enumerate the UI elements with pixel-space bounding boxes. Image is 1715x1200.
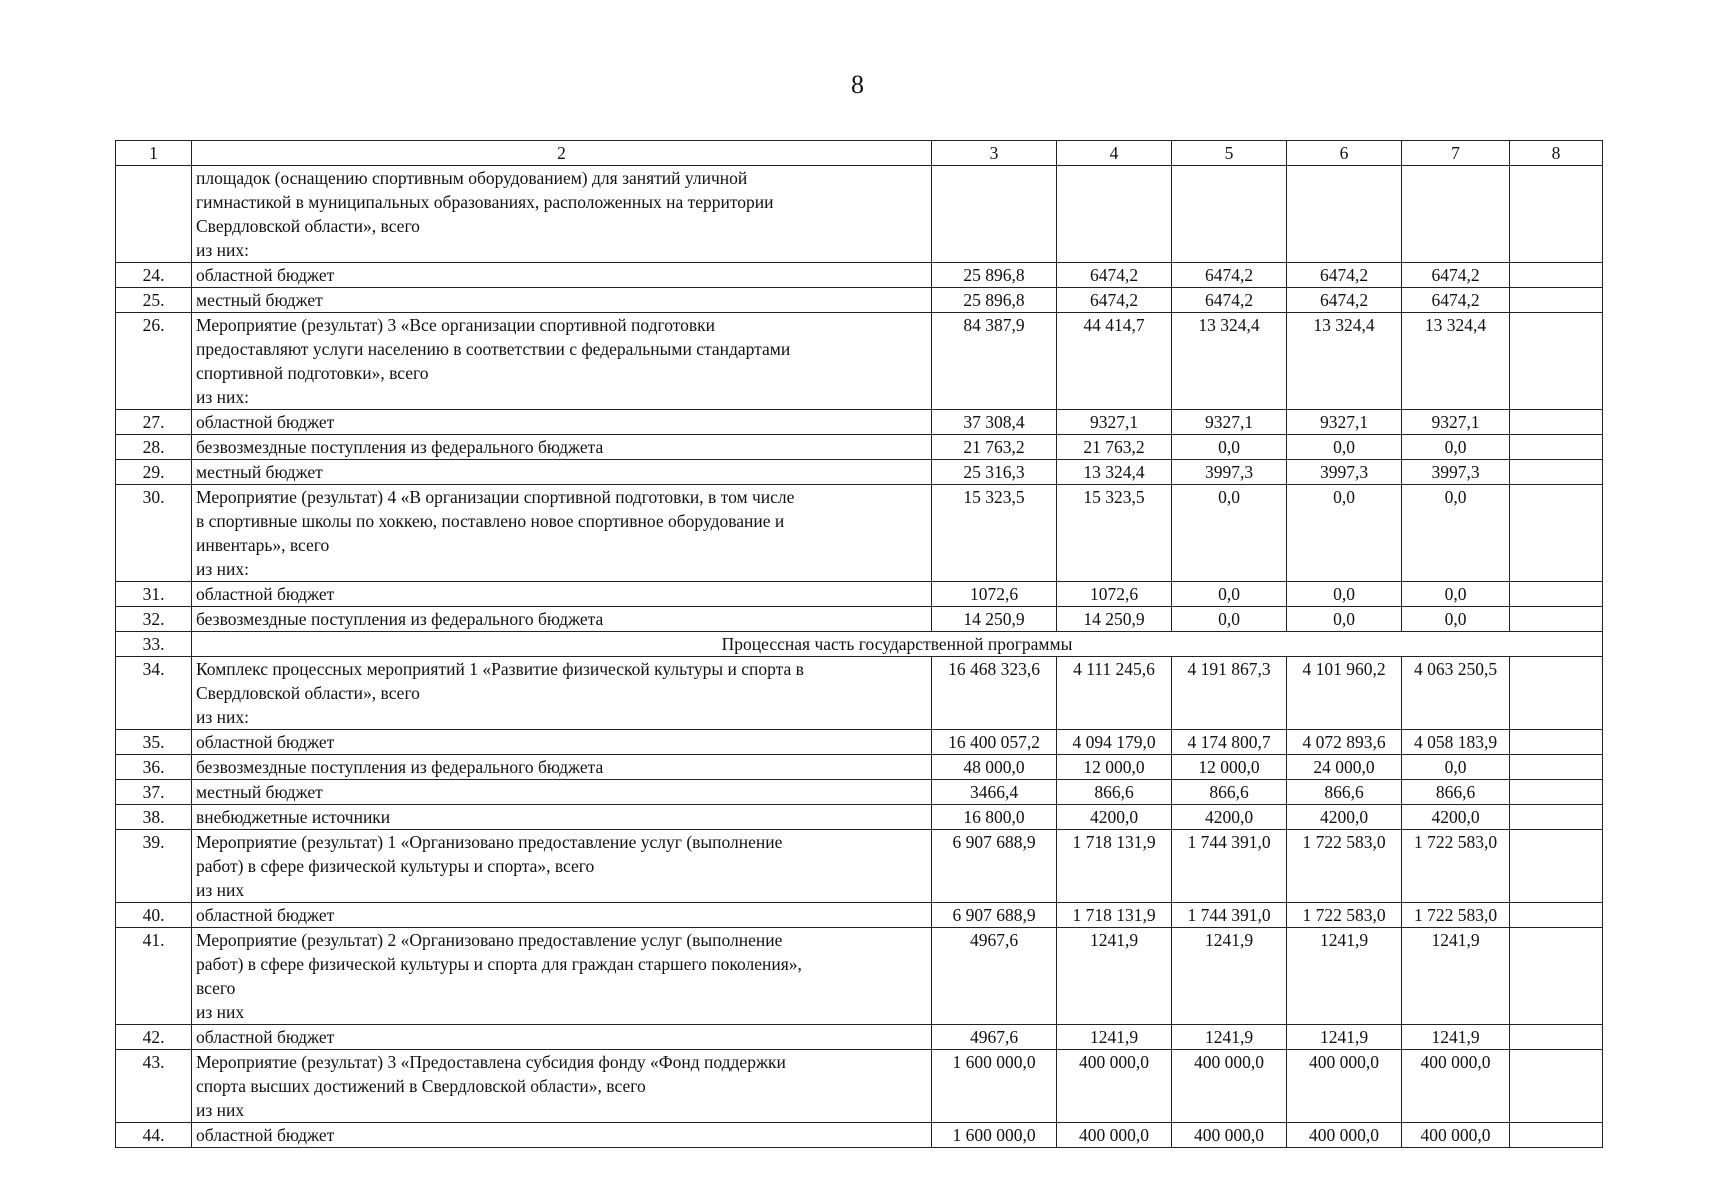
value-cell: 14 250,9 bbox=[932, 607, 1057, 632]
description-line: площадок (оснащению спортивным оборудованием) для занятий уличной bbox=[196, 168, 748, 188]
row-description bbox=[192, 607, 932, 632]
description-line: из них: bbox=[196, 240, 249, 260]
description-line: всего bbox=[196, 978, 236, 998]
section-heading: Процессная часть государственной программы bbox=[192, 632, 1603, 657]
description-line: областной бюджет bbox=[196, 1125, 335, 1145]
row-description bbox=[192, 460, 932, 485]
value-cell: 3997,3 bbox=[1287, 460, 1402, 485]
row-number: 40. bbox=[116, 903, 192, 928]
row-description bbox=[192, 730, 932, 755]
value-cell: 4200,0 bbox=[1172, 805, 1287, 830]
value-cell bbox=[1287, 166, 1402, 263]
value-cell: 1 718 131,9 bbox=[1057, 903, 1172, 928]
row-description bbox=[192, 657, 932, 730]
table-row bbox=[116, 928, 1603, 1025]
table-row bbox=[116, 582, 1603, 607]
value-cell bbox=[1510, 928, 1603, 1025]
description-line: Мероприятие (результат) 3 «Все организации спортивной подготовки bbox=[196, 315, 716, 335]
value-cell: 16 468 323,6 bbox=[932, 657, 1057, 730]
description-line: из них: bbox=[196, 707, 249, 727]
row-number: 43. bbox=[116, 1050, 192, 1123]
row-number: 25. bbox=[116, 288, 192, 313]
value-cell bbox=[932, 166, 1057, 263]
value-cell: 37 308,4 bbox=[932, 410, 1057, 435]
column-header: 5 bbox=[1172, 141, 1287, 166]
value-cell: 14 250,9 bbox=[1057, 607, 1172, 632]
table-row bbox=[116, 780, 1603, 805]
row-number: 37. bbox=[116, 780, 192, 805]
table-body bbox=[116, 166, 1603, 1148]
value-cell: 400 000,0 bbox=[1172, 1123, 1287, 1148]
table-row bbox=[116, 607, 1603, 632]
value-cell: 3466,4 bbox=[932, 780, 1057, 805]
value-cell: 13 324,4 bbox=[1057, 460, 1172, 485]
description-line: местный бюджет bbox=[196, 290, 323, 310]
row-number: 29. bbox=[116, 460, 192, 485]
value-cell: 84 387,9 bbox=[932, 313, 1057, 410]
table-row bbox=[116, 166, 1603, 263]
row-description bbox=[192, 1050, 932, 1123]
value-cell bbox=[1510, 313, 1603, 410]
value-cell: 0,0 bbox=[1287, 485, 1402, 582]
row-description bbox=[192, 805, 932, 830]
row-number: 34. bbox=[116, 657, 192, 730]
value-cell bbox=[1510, 1025, 1603, 1050]
row-description bbox=[192, 485, 932, 582]
page-number: 8 bbox=[851, 70, 864, 99]
value-cell: 0,0 bbox=[1172, 582, 1287, 607]
value-cell: 4 111 245,6 bbox=[1057, 657, 1172, 730]
value-cell bbox=[1510, 607, 1603, 632]
description-line: Мероприятие (результат) 4 «В организации спортивной подготовки, в том числе bbox=[196, 487, 795, 507]
table-row bbox=[116, 657, 1603, 730]
header-row bbox=[116, 141, 1603, 166]
value-cell: 4 191 867,3 bbox=[1172, 657, 1287, 730]
table-row bbox=[116, 632, 1603, 657]
row-number: 31. bbox=[116, 582, 192, 607]
value-cell: 1 722 583,0 bbox=[1402, 830, 1510, 903]
value-cell: 0,0 bbox=[1287, 435, 1402, 460]
value-cell bbox=[1510, 410, 1603, 435]
value-cell: 400 000,0 bbox=[1402, 1050, 1510, 1123]
table-row bbox=[116, 805, 1603, 830]
table-row bbox=[116, 460, 1603, 485]
value-cell: 21 763,2 bbox=[1057, 435, 1172, 460]
column-header: 3 bbox=[932, 141, 1057, 166]
description-line: спортивной подготовки», всего bbox=[196, 363, 429, 383]
value-cell: 9327,1 bbox=[1287, 410, 1402, 435]
value-cell: 4 101 960,2 bbox=[1287, 657, 1402, 730]
value-cell: 9327,1 bbox=[1402, 410, 1510, 435]
value-cell: 15 323,5 bbox=[932, 485, 1057, 582]
value-cell: 13 324,4 bbox=[1402, 313, 1510, 410]
table-row bbox=[116, 1123, 1603, 1148]
row-description bbox=[192, 288, 932, 313]
description-line: областной бюджет bbox=[196, 412, 335, 432]
description-line: местный бюджет bbox=[196, 462, 323, 482]
row-description bbox=[192, 313, 932, 410]
value-cell: 0,0 bbox=[1402, 755, 1510, 780]
description-line: предоставляют услуги населению в соответствии с федеральными стандартами bbox=[196, 339, 791, 359]
value-cell: 6474,2 bbox=[1287, 263, 1402, 288]
value-cell: 0,0 bbox=[1287, 582, 1402, 607]
value-cell: 44 414,7 bbox=[1057, 313, 1172, 410]
description-line: в спортивные школы по хоккею, поставлено новое спортивное оборудование и bbox=[196, 511, 785, 531]
row-number: 36. bbox=[116, 755, 192, 780]
value-cell: 0,0 bbox=[1402, 582, 1510, 607]
row-number: 41. bbox=[116, 928, 192, 1025]
description-line: безвозмездные поступления из федерального бюджета bbox=[196, 609, 604, 629]
value-cell: 4 063 250,5 bbox=[1402, 657, 1510, 730]
value-cell: 9327,1 bbox=[1057, 410, 1172, 435]
row-number: 39. bbox=[116, 830, 192, 903]
table-row bbox=[116, 435, 1603, 460]
row-number: 24. bbox=[116, 263, 192, 288]
value-cell bbox=[1510, 730, 1603, 755]
table-row bbox=[116, 485, 1603, 582]
value-cell: 48 000,0 bbox=[932, 755, 1057, 780]
description-line: областной бюджет bbox=[196, 584, 335, 604]
value-cell: 1 744 391,0 bbox=[1172, 830, 1287, 903]
description-line: безвозмездные поступления из федерального бюджета bbox=[196, 757, 604, 777]
description-line: из них bbox=[196, 1100, 245, 1120]
column-header: 4 bbox=[1057, 141, 1172, 166]
row-description bbox=[192, 928, 932, 1025]
description-line: спорта высших достижений в Свердловской области», всего bbox=[196, 1076, 646, 1096]
value-cell: 1072,6 bbox=[932, 582, 1057, 607]
value-cell bbox=[1510, 830, 1603, 903]
value-cell bbox=[1172, 166, 1287, 263]
description-line: местный бюджет bbox=[196, 782, 323, 802]
value-cell: 0,0 bbox=[1402, 607, 1510, 632]
value-cell: 4967,6 bbox=[932, 1025, 1057, 1050]
description-line: Мероприятие (результат) 1 «Организовано предоставление услуг (выполнение bbox=[196, 832, 783, 852]
value-cell: 13 324,4 bbox=[1287, 313, 1402, 410]
row-number: 42. bbox=[116, 1025, 192, 1050]
value-cell bbox=[1510, 755, 1603, 780]
table-row bbox=[116, 263, 1603, 288]
value-cell: 4967,6 bbox=[932, 928, 1057, 1025]
table-row bbox=[116, 410, 1603, 435]
value-cell: 9327,1 bbox=[1172, 410, 1287, 435]
row-description bbox=[192, 166, 932, 263]
value-cell: 6 907 688,9 bbox=[932, 903, 1057, 928]
value-cell: 6474,2 bbox=[1057, 263, 1172, 288]
value-cell: 866,6 bbox=[1402, 780, 1510, 805]
row-number: 26. bbox=[116, 313, 192, 410]
value-cell: 400 000,0 bbox=[1057, 1123, 1172, 1148]
row-description bbox=[192, 410, 932, 435]
value-cell bbox=[1510, 1050, 1603, 1123]
description-line: безвозмездные поступления из федерального бюджета bbox=[196, 437, 604, 457]
value-cell bbox=[1510, 460, 1603, 485]
column-header: 8 bbox=[1510, 141, 1603, 166]
description-line: из них: bbox=[196, 387, 249, 407]
budget-table bbox=[115, 140, 1603, 1148]
table-row bbox=[116, 1025, 1603, 1050]
value-cell: 866,6 bbox=[1057, 780, 1172, 805]
row-number: 38. bbox=[116, 805, 192, 830]
column-header: 2 bbox=[192, 141, 932, 166]
column-header: 7 bbox=[1402, 141, 1510, 166]
description-line: Мероприятие (результат) 2 «Организовано предоставление услуг (выполнение bbox=[196, 930, 783, 950]
value-cell: 1241,9 bbox=[1057, 1025, 1172, 1050]
value-cell: 6474,2 bbox=[1402, 263, 1510, 288]
value-cell: 3997,3 bbox=[1172, 460, 1287, 485]
value-cell: 1241,9 bbox=[1057, 928, 1172, 1025]
value-cell: 1 722 583,0 bbox=[1287, 830, 1402, 903]
value-cell: 1 744 391,0 bbox=[1172, 903, 1287, 928]
table-row bbox=[116, 1050, 1603, 1123]
value-cell bbox=[1510, 1123, 1603, 1148]
value-cell: 1 722 583,0 bbox=[1287, 903, 1402, 928]
value-cell: 400 000,0 bbox=[1402, 1123, 1510, 1148]
value-cell: 21 763,2 bbox=[932, 435, 1057, 460]
value-cell: 0,0 bbox=[1402, 485, 1510, 582]
value-cell: 0,0 bbox=[1287, 607, 1402, 632]
value-cell bbox=[1510, 805, 1603, 830]
value-cell: 6474,2 bbox=[1402, 288, 1510, 313]
table-row bbox=[116, 755, 1603, 780]
value-cell: 16 800,0 bbox=[932, 805, 1057, 830]
value-cell: 0,0 bbox=[1172, 485, 1287, 582]
value-cell: 1 718 131,9 bbox=[1057, 830, 1172, 903]
value-cell: 866,6 bbox=[1287, 780, 1402, 805]
value-cell: 400 000,0 bbox=[1172, 1050, 1287, 1123]
description-line: инвентарь», всего bbox=[196, 535, 330, 555]
value-cell bbox=[1057, 166, 1172, 263]
column-header: 6 bbox=[1287, 141, 1402, 166]
value-cell bbox=[1510, 166, 1603, 263]
row-description bbox=[192, 1025, 932, 1050]
value-cell bbox=[1510, 263, 1603, 288]
value-cell: 0,0 bbox=[1172, 607, 1287, 632]
table-row bbox=[116, 903, 1603, 928]
row-description bbox=[192, 903, 932, 928]
value-cell: 4 058 183,9 bbox=[1402, 730, 1510, 755]
row-number: 27. bbox=[116, 410, 192, 435]
table-row bbox=[116, 830, 1603, 903]
description-line: Свердловской области», всего bbox=[196, 683, 420, 703]
value-cell: 1 722 583,0 bbox=[1402, 903, 1510, 928]
value-cell: 400 000,0 bbox=[1287, 1050, 1402, 1123]
value-cell: 6474,2 bbox=[1172, 288, 1287, 313]
row-number: 32. bbox=[116, 607, 192, 632]
description-line: из них bbox=[196, 1002, 245, 1022]
description-line: работ) в сфере физической культуры и спорта», всего bbox=[196, 856, 595, 876]
row-description bbox=[192, 435, 932, 460]
value-cell bbox=[1510, 435, 1603, 460]
value-cell: 0,0 bbox=[1402, 435, 1510, 460]
table-row bbox=[116, 288, 1603, 313]
value-cell: 1 600 000,0 bbox=[932, 1123, 1057, 1148]
description-line: областной бюджет bbox=[196, 1027, 335, 1047]
value-cell: 4 072 893,6 bbox=[1287, 730, 1402, 755]
value-cell: 0,0 bbox=[1172, 435, 1287, 460]
value-cell: 4 094 179,0 bbox=[1057, 730, 1172, 755]
description-line: внебюджетные источники bbox=[196, 807, 391, 827]
value-cell: 16 400 057,2 bbox=[932, 730, 1057, 755]
row-description bbox=[192, 582, 932, 607]
description-line: областной бюджет bbox=[196, 905, 335, 925]
value-cell: 24 000,0 bbox=[1287, 755, 1402, 780]
value-cell: 25 896,8 bbox=[932, 288, 1057, 313]
description-line: Свердловской области», всего bbox=[196, 216, 420, 236]
value-cell: 6474,2 bbox=[1172, 263, 1287, 288]
value-cell: 25 896,8 bbox=[932, 263, 1057, 288]
row-number: 33. bbox=[116, 632, 192, 657]
value-cell: 4200,0 bbox=[1057, 805, 1172, 830]
description-line: работ) в сфере физической культуры и спорта для граждан старшего поколения», bbox=[196, 954, 802, 974]
value-cell: 3997,3 bbox=[1402, 460, 1510, 485]
value-cell bbox=[1510, 657, 1603, 730]
value-cell: 6 907 688,9 bbox=[932, 830, 1057, 903]
value-cell: 1072,6 bbox=[1057, 582, 1172, 607]
row-description bbox=[192, 780, 932, 805]
value-cell bbox=[1510, 903, 1603, 928]
value-cell: 4200,0 bbox=[1287, 805, 1402, 830]
row-description bbox=[192, 1123, 932, 1148]
value-cell: 1241,9 bbox=[1287, 928, 1402, 1025]
table-row bbox=[116, 730, 1603, 755]
value-cell: 13 324,4 bbox=[1172, 313, 1287, 410]
value-cell bbox=[1510, 582, 1603, 607]
table-row bbox=[116, 313, 1603, 410]
row-description bbox=[192, 830, 932, 903]
value-cell bbox=[1402, 166, 1510, 263]
value-cell: 1241,9 bbox=[1172, 928, 1287, 1025]
description-line: областной бюджет bbox=[196, 265, 335, 285]
value-cell: 6474,2 bbox=[1287, 288, 1402, 313]
value-cell bbox=[1510, 288, 1603, 313]
value-cell: 400 000,0 bbox=[1057, 1050, 1172, 1123]
description-line: гимнастикой в муниципальных образованиях, расположенных на территории bbox=[196, 192, 774, 212]
value-cell: 1241,9 bbox=[1287, 1025, 1402, 1050]
row-number: 44. bbox=[116, 1123, 192, 1148]
row-number bbox=[116, 166, 192, 263]
value-cell: 400 000,0 bbox=[1287, 1123, 1402, 1148]
value-cell bbox=[1510, 780, 1603, 805]
description-line: Комплекс процессных мероприятий 1 «Развитие физической культуры и спорта в bbox=[196, 659, 804, 679]
row-description bbox=[192, 755, 932, 780]
value-cell: 1241,9 bbox=[1402, 1025, 1510, 1050]
value-cell: 4200,0 bbox=[1402, 805, 1510, 830]
description-line: областной бюджет bbox=[196, 732, 335, 752]
description-line: из них: bbox=[196, 559, 249, 579]
value-cell: 1241,9 bbox=[1402, 928, 1510, 1025]
row-number: 28. bbox=[116, 435, 192, 460]
value-cell: 25 316,3 bbox=[932, 460, 1057, 485]
value-cell: 866,6 bbox=[1172, 780, 1287, 805]
value-cell: 4 174 800,7 bbox=[1172, 730, 1287, 755]
value-cell bbox=[1510, 485, 1603, 582]
value-cell: 1241,9 bbox=[1172, 1025, 1287, 1050]
row-description bbox=[192, 263, 932, 288]
description-line: Мероприятие (результат) 3 «Предоставлена субсидия фонду «Фонд поддержки bbox=[196, 1052, 786, 1072]
value-cell: 15 323,5 bbox=[1057, 485, 1172, 582]
column-header: 1 bbox=[116, 141, 192, 166]
value-cell: 6474,2 bbox=[1057, 288, 1172, 313]
row-number: 30. bbox=[116, 485, 192, 582]
description-line: из них bbox=[196, 880, 245, 900]
value-cell: 12 000,0 bbox=[1057, 755, 1172, 780]
value-cell: 12 000,0 bbox=[1172, 755, 1287, 780]
row-number: 35. bbox=[116, 730, 192, 755]
value-cell: 1 600 000,0 bbox=[932, 1050, 1057, 1123]
